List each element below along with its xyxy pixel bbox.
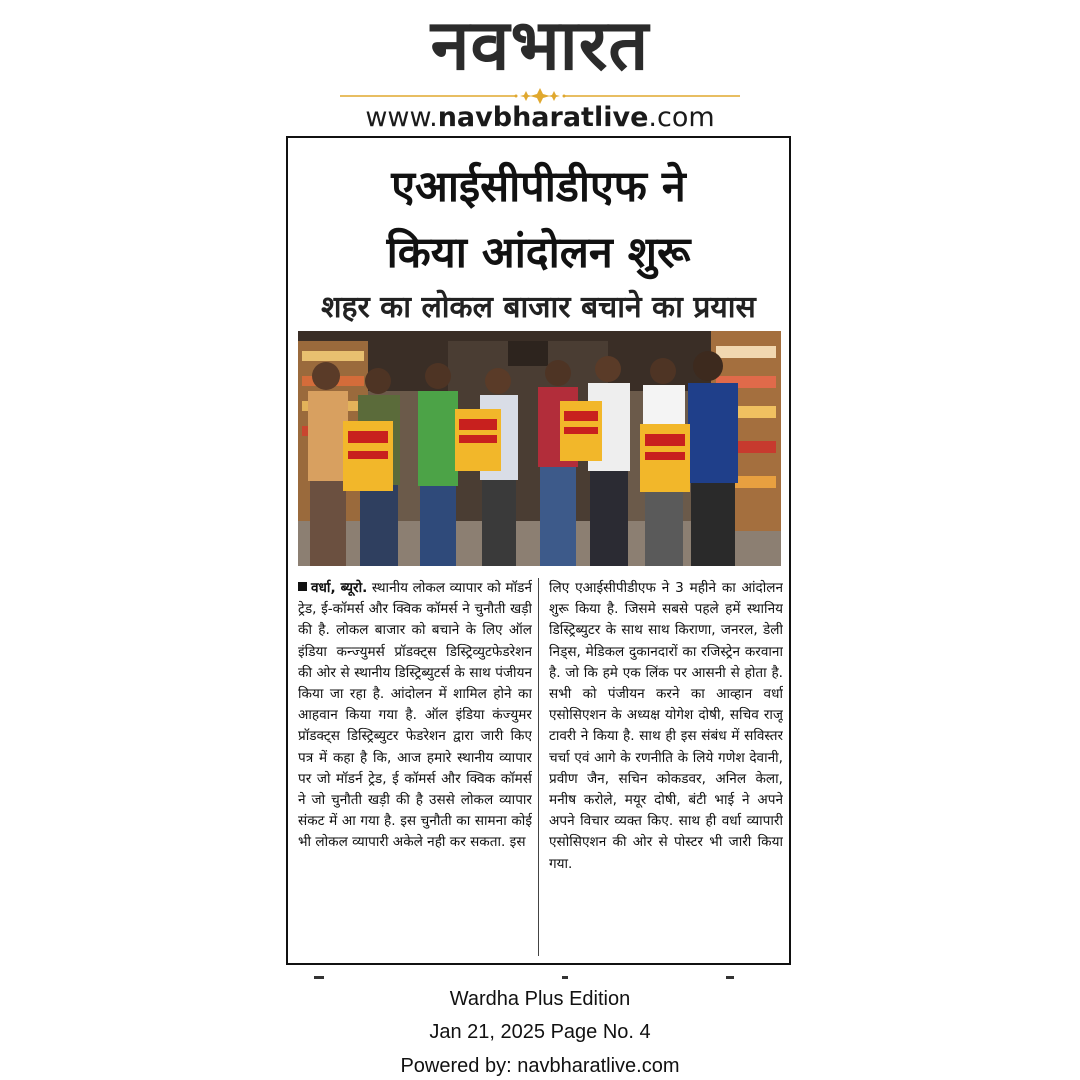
- clipping-cut-marks: [286, 972, 791, 982]
- article-column-left: [298, 578, 532, 958]
- headline-line-2: किया आंदोलन शुरू: [386, 228, 691, 278]
- headline-line-1: एआईसीपीडीएफ ने: [391, 162, 686, 212]
- powered-by-label: Powered by: navbharatlive.com: [400, 1055, 680, 1077]
- edition-label: Wardha Plus Edition: [449, 988, 631, 1010]
- site-url: [330, 102, 750, 134]
- subheadline: शहर का लोकल बाजार बचाने का प्रयास: [321, 290, 756, 325]
- site-url-prefix: www.: [365, 102, 438, 133]
- article-body-right: लिए एआईसीपीडीएफ ने 3 महीने का आंदोलन शुरू किया है. जिसमे सबसे पहले हमें स्थानिय डिस्ट्रिब्युटर के साथ साथ किराणा, जनरल, डेली निड्स, मेडिकल दुकानदारों का रजिस्ट्रेन करवाना है. जो कि हमे एक लिंक पर आसनी से होता है. सभी को पंजीयन करने का आव्हान वर्धा एसोसिएशन के अध्यक्ष योगेश दोषी, सचिव राजू टावरी ने किया है. साथ ही इस संबंध में सविस्तर चर्चा एवं आगे के रणनीति के लिये गणेश देवानी, प्रवीण जैन, सचिन कोकडवर, अनिल केला, मनीष करोले, मयूर दोषी, बंटी भाई ने अपने अपने विचार व्यक्त किए. साथ ही वर्धा व्यापारी एसोसिएशन की ओर से पोस्टर भी जारी किया गया.: [549, 580, 783, 872]
- news-photo: [298, 331, 781, 566]
- column-divider: [538, 578, 539, 956]
- headline: [288, 154, 789, 286]
- date-page-label: Jan 21, 2025 Page No. 4: [429, 1021, 651, 1043]
- site-url-bold: navbharatlive: [437, 102, 649, 133]
- site-url-suffix: .com: [648, 102, 715, 133]
- newspaper-logo: नवभारत: [430, 4, 650, 86]
- article-body-left: स्थानीय लोकल व्यापार को मॉडर्न ट्रेड, ई-कॉमर्स और क्विक कॉमर्स ने चुनौती खड़ी की है. लोकल बाजार को बचाने के लिए ऑल इंडिया कन्ज्युमर्स प्रॉडक्ट्स डिस्ट्रिव्युटफेडरेशन की ओर से स्थानीय डिस्ट्रिब्युटर्स के साथ पंजीयन किया जा रहा है. आंदोलन में शामिल होने का आहवान किया गया है. ऑल इंडिया कंज्युमर प्रॉडक्ट्स डिस्ट्रिब्युटर फेडरेशन द्वारा जारी किए पत्र में कहा है कि, आज हमारे स्थानीय व्यापार पर जो मॉडर्न ट्रेड, ई कॉमर्स और क्विक कॉमर्स ने जो चुनौती खड़ी की है उससे लोकल व्यापार संकट में आ गया है. इस चुनौती का सामना कोई भी लोकल व्यापारी अकेले नही कर सकता. इस: [298, 580, 532, 851]
- dateline: वर्धा, ब्यूरो.: [311, 580, 368, 596]
- masthead: [330, 6, 750, 132]
- group-photo-illustration: [298, 331, 781, 566]
- bullet-square-icon: [298, 582, 307, 591]
- news-clipping: [286, 136, 791, 965]
- article-column-right: [549, 578, 783, 958]
